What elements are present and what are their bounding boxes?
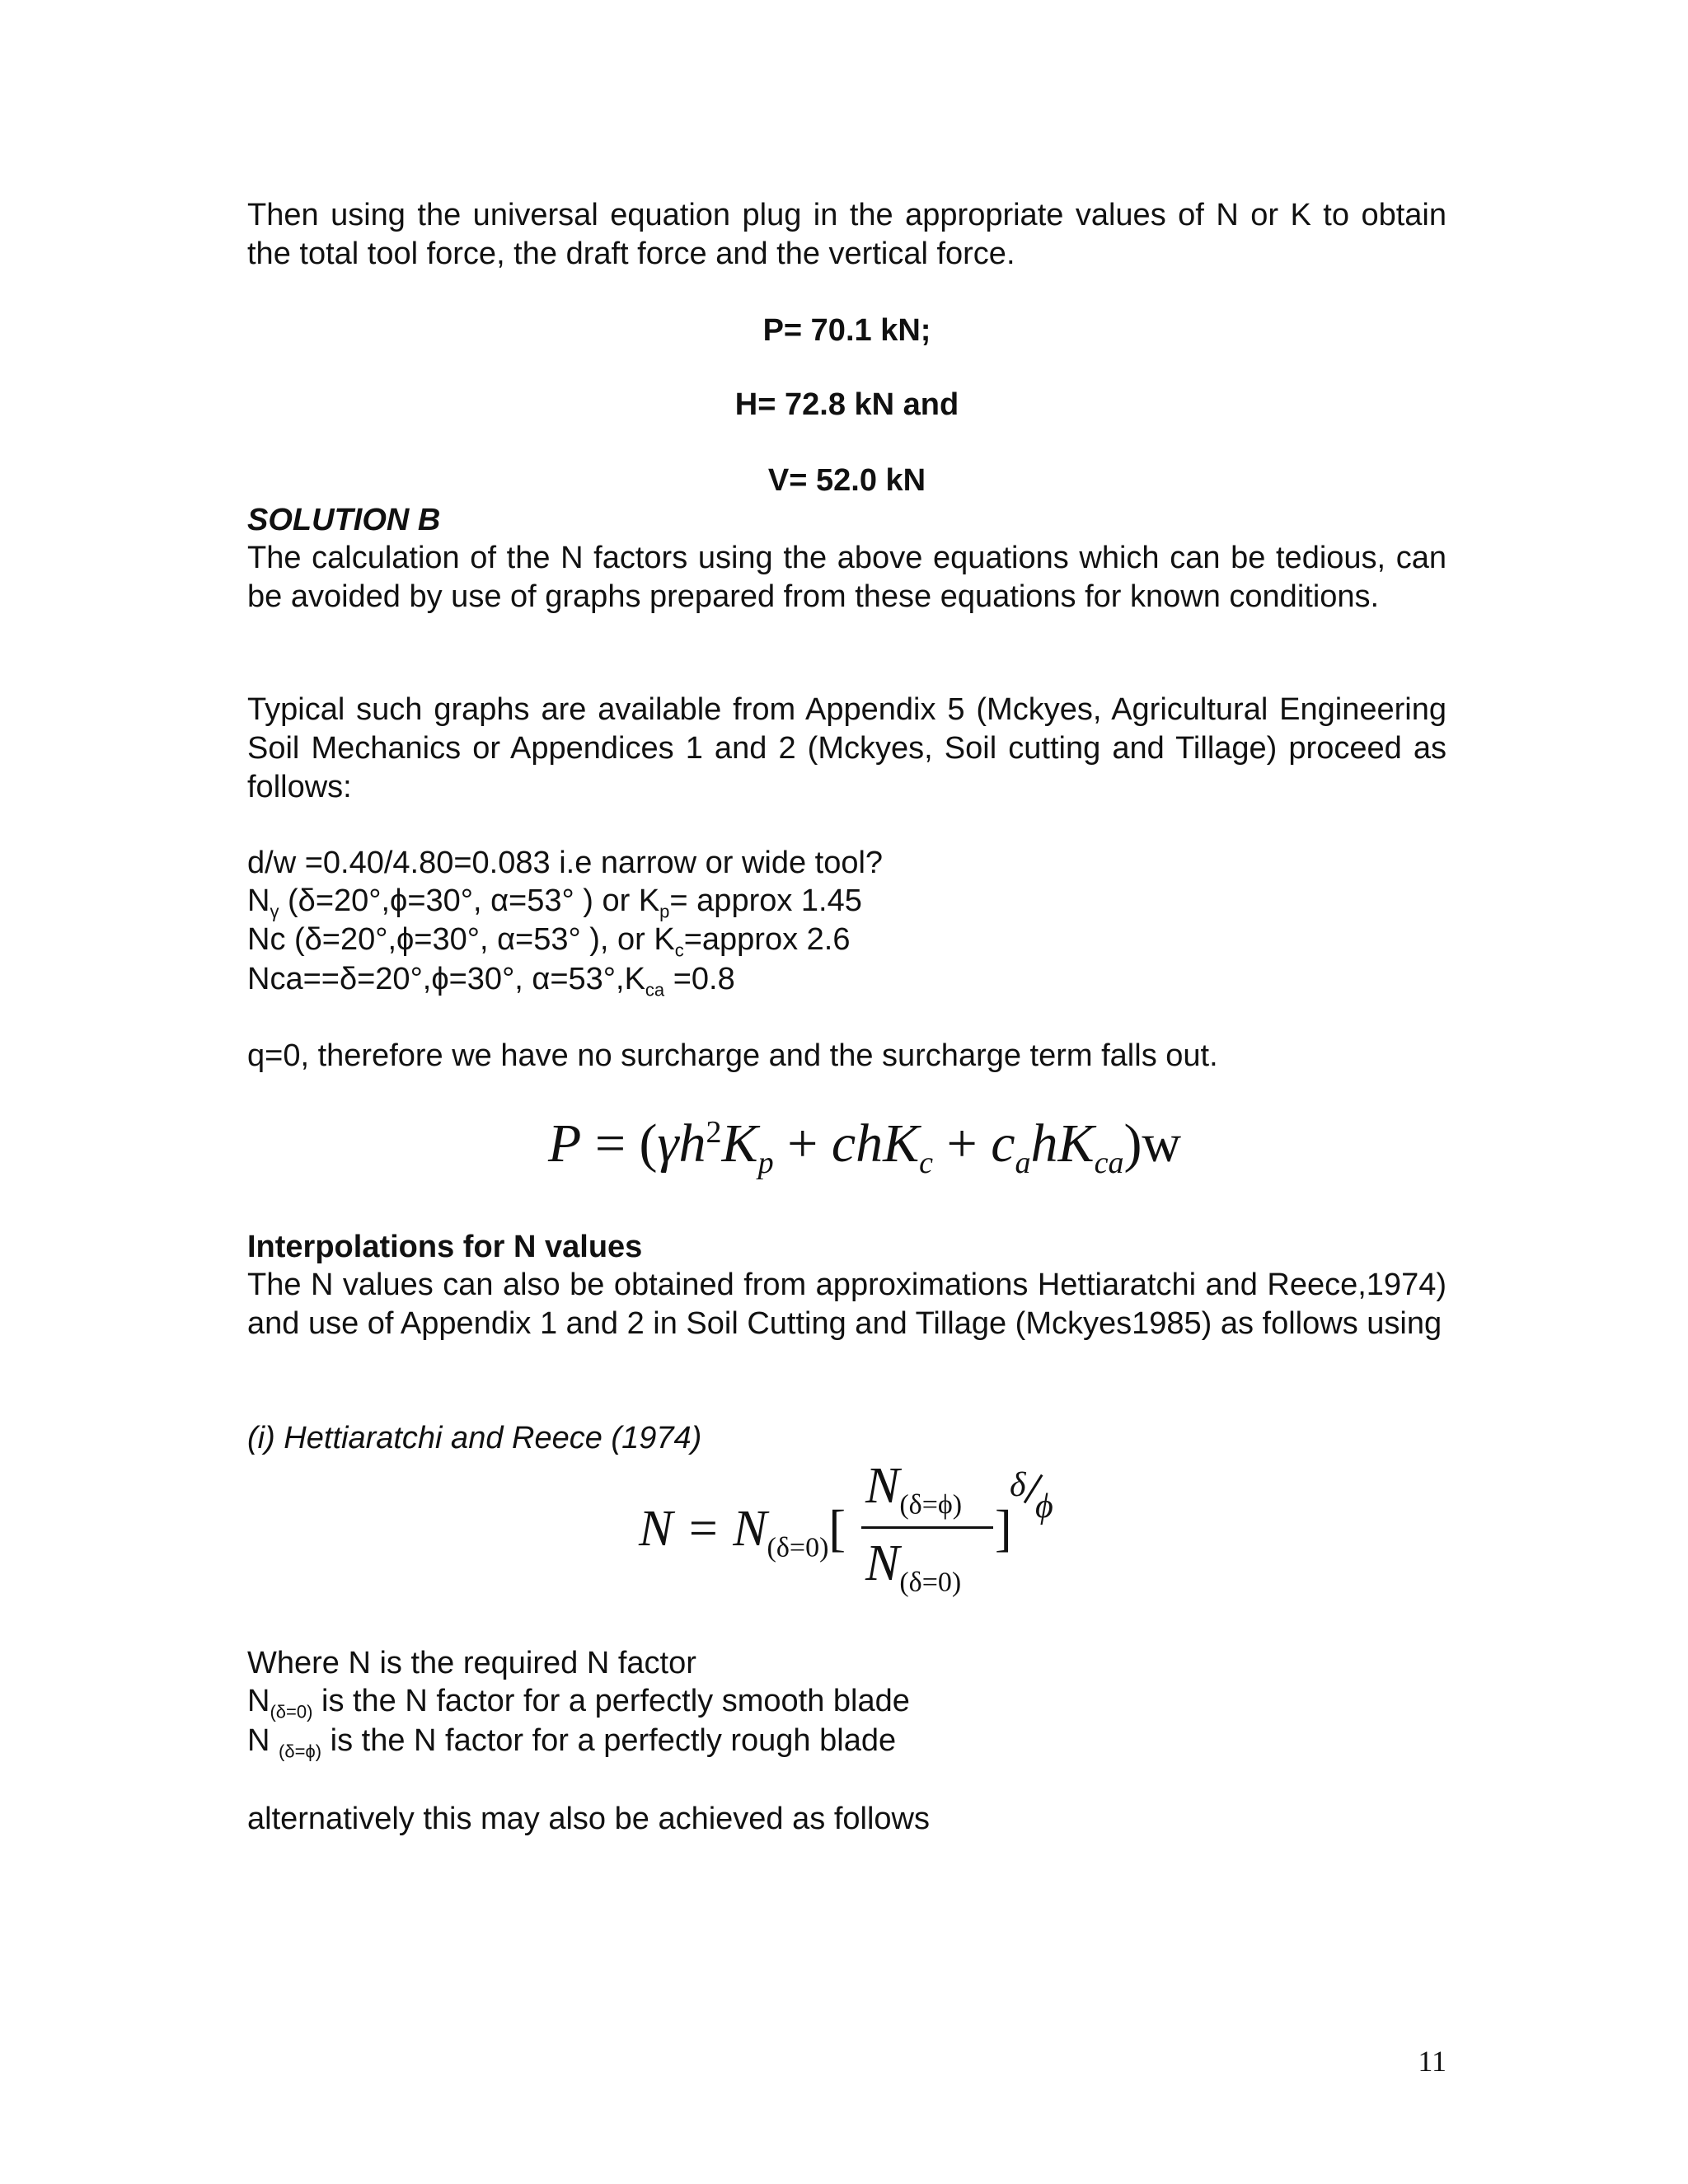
definition-smooth: $N_{(\delta=0)}$ is the N factor for a perfectly smooth blade <box>247 1684 910 1722</box>
equation-total-force: $P = (\gamma h^2K_p + chK_c + c_ahK_{ca})w$ <box>548 1113 1182 1181</box>
document-page: Then using the universal equation plug in the appropriate values of N or K to obtain the total tool force, the draft force and the vertical force. P= 70.1 kN; H= 72.8 kN and V= 52.0 kN SOLUTION B The calculation of the N factors using the above equations which can be tedious, can be avoided by use of graphs prepared from these equations for known conditions. Typical such graphs are available from Appendix 5 (Mckyes, Agricultural Engineering Soil Mechanics or Appendices 1 and 2 (Mckyes, Soil cutting and Tillage) proceed as follows: d/w =0.40/4.80=0.083 i.e narrow or wide tool? $N_\gamma$ (δ=20°,ϕ=30°, α=53° ) or $K_p=$ approx 1.45 Nc (δ=20°,ϕ=30°, α=53° ), or $K_c=approx$ 2.6 Nca==δ=20°,ϕ=30°, $\alpha=53^\circ,K_{ca} =0.8$ q=0, therefore we have no surcharge and the surcharge term falls out. $P = (\gamma h^2K_p + chK_c + c_ahK_{ca})w$ Interpolations for N values The N values can also be obtained from approximations Hettiaratchi and Reece,1974) and use of Appendix 1 and 2 in Soil Cutting and Tillage (Mckyes1985) as follows using (i) Hettiaratchi and Reece (1974) $N = N_{(\delta=0)}$[ $N_{(\delta=\phi)}$ $N_{(\delta=0)}$ ] δ ϕ Where N is the required N factor $N_{(\delta=0)}$ is the N factor for a perfectly smooth blade N $_{(\delta=\phi)}$ is the N factor for a perfectly rough blade alternatively this may also be achieved as follows 11 <box>247 198 1447 2078</box>
surcharge-note: q=0, therefore we have no surcharge and the surcharge term falls out. <box>247 1038 1218 1073</box>
page-number: 11 <box>1418 2045 1447 2078</box>
factor-dw: d/w =0.40/4.80=0.083 i.e narrow or wide tool? <box>247 846 884 880</box>
intro-paragraph: Then using the universal equation plug in the appropriate values of N or K to obtain the total tool force, the draft force and the vertical force. <box>247 198 1447 271</box>
factor-ngamma: $N_\gamma$ (δ=20°,ϕ=30°, α=53° ) or $K_p=$ approx 1.45 <box>247 883 862 922</box>
result-v: V= 52.0 kN <box>767 463 926 498</box>
fraction-bar <box>861 1526 993 1529</box>
hettiaratchi-subheading: (i) Hettiaratchi and Reece (1974) <box>247 1421 702 1455</box>
definition-rough: N $_{(\delta=\phi)}$ is the N factor for a perfectly rough blade <box>247 1723 897 1762</box>
interpolations-heading: Interpolations for N values <box>247 1230 643 1264</box>
solution-b-paragraph-2: Typical such graphs are available from Appendix 5 (Mckyes, Agricultural Engineering Soil Mechanics or Appendices 1 and 2 (Mckyes, Soil cutting and Tillage) proceed as follows: <box>247 692 1447 804</box>
alternative-note: alternatively this may also be achieved as follows <box>247 1802 930 1836</box>
factor-nc: Nc (δ=20°,ϕ=30°, α=53° ), or $K_c=approx$ 2.6 <box>247 922 851 961</box>
solution-b-heading: SOLUTION B <box>247 503 441 537</box>
result-p: P= 70.1 kN; <box>762 313 931 348</box>
factor-nca: Nca==δ=20°,ϕ=30°, $\alpha=53^\circ,K_{ca} =0.8$ <box>247 962 735 1001</box>
interpolations-paragraph: The N values can also be obtained from approximations Hettiaratchi and Reece,1974) and use of Appendix 1 and 2 in Soil Cutting and Tillage (Mckyes1985) as follows using <box>247 1268 1447 1341</box>
definition-where: Where N is the required N factor <box>247 1646 696 1680</box>
result-h: H= 72.8 kN and <box>734 387 959 422</box>
solution-b-paragraph-1: The calculation of the N factors using the above equations which can be tedious, can be avoided by use of graphs prepared from these equations for known conditions. <box>247 541 1447 614</box>
